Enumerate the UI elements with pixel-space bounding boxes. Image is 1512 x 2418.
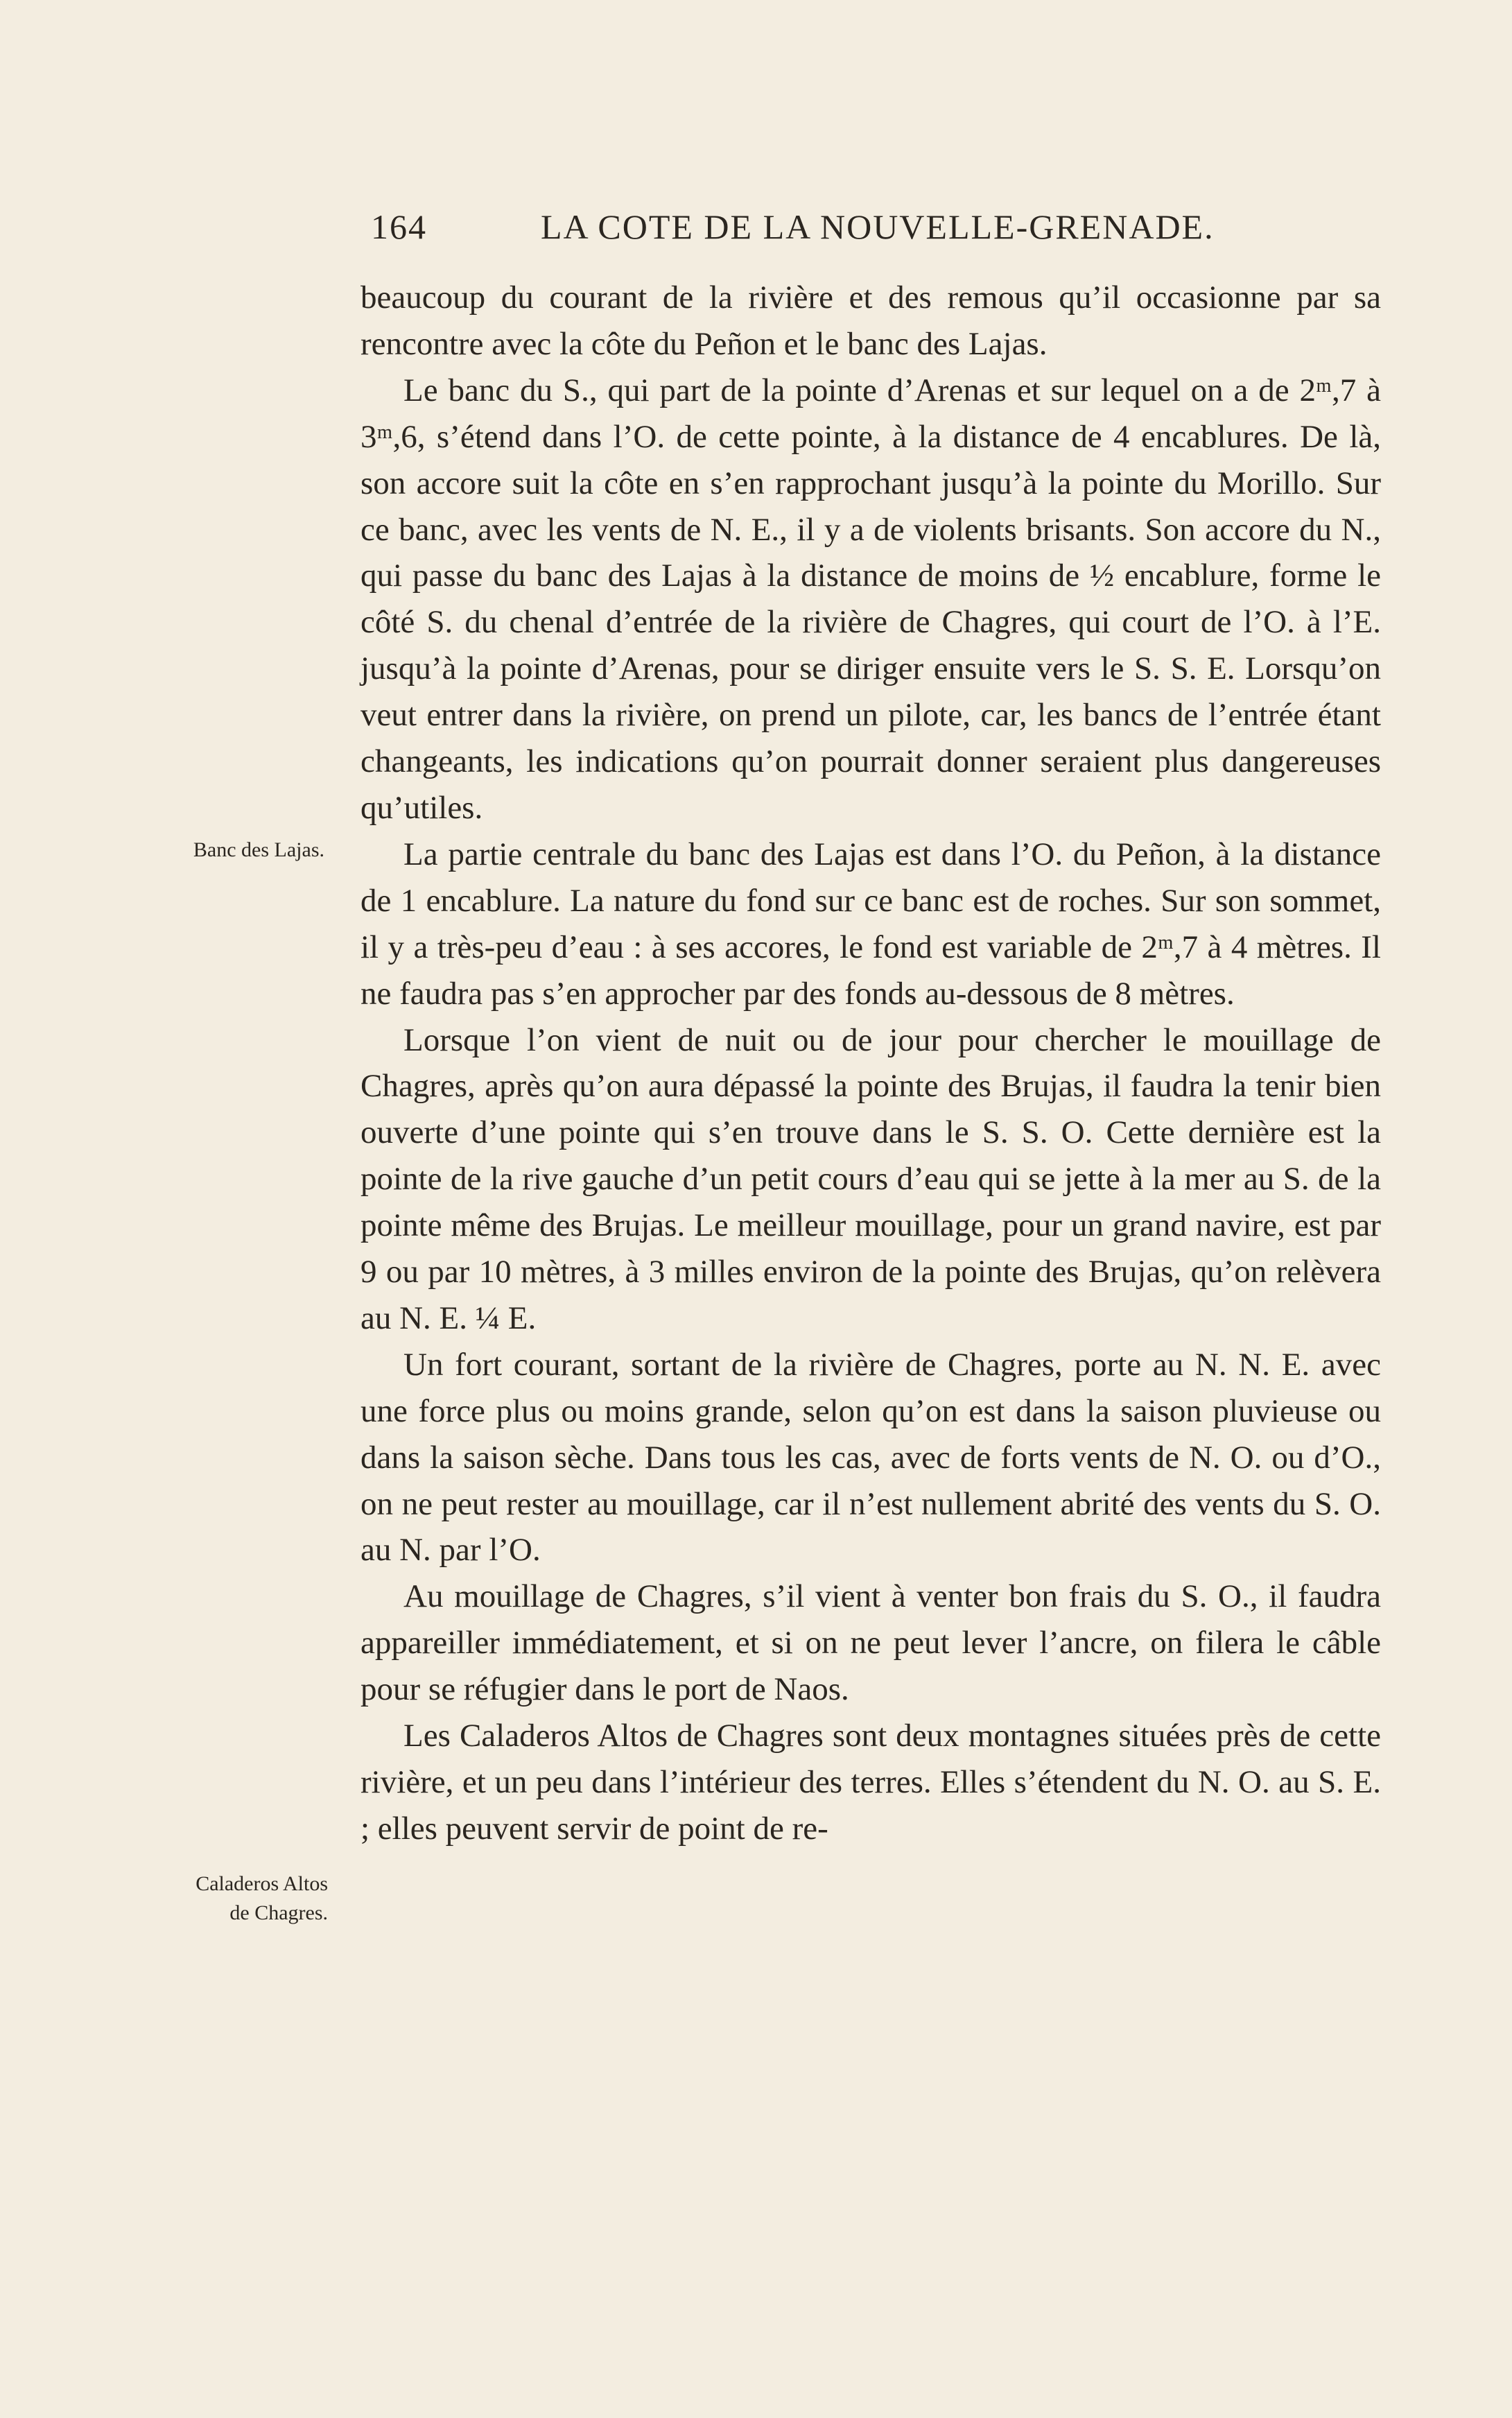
- margin-note-banc-des-lajas: Banc des Lajas.: [193, 838, 324, 861]
- paragraph-appareiller: Au mouillage de Chagres, s’il vient à venter bon frais du S. O., il faudra appareiller immédiatement, et si on ne peut lever l’ancre, on filera le câble pour se réfugier dans le port de Naos.: [360, 1578, 1381, 1708]
- margin-note-caladeros-line1: Caladeros Altos: [195, 1872, 328, 1895]
- running-title: LA COTE DE LA NOUVELLE-GRENADE.: [541, 207, 1215, 246]
- paragraph-courant: Un fort courant, sortant de la rivière de Chagres, porte au N. N. E. avec une force plus ou moins grande, selon qu’on est dans la saison pluvieuse ou dans la saison sèche. Dans tous les cas, avec de forts vents de N. O. ou d’O., on ne peut rester au mouillage, car il n’est nullement abrité des vents du S. O. au N. par l’O.: [360, 1346, 1381, 1569]
- page-header: [371, 207, 1237, 255]
- margin-note-caladeros-line2: de Chagres.: [229, 1901, 328, 1924]
- paragraph-banc-du-sud: Le banc du S., qui part de la pointe d’Arenas et sur lequel on a de 2ᵐ,7 à 3ᵐ,6, s’étend dans l’O. de cette pointe, à la distance de 4 encablures. De là, son accore suit la côte en s’en rapprochant jusqu’à la pointe du Morillo. Sur ce banc, avec les vents de N. E., il y a de violents brisants. Son accore du N., qui passe du banc des Lajas à la distance de moins de ½ encablure, forme le côté S. du chenal d’entrée de la rivière de Chagres, qui court de l’O. à l’E. jusqu’à la pointe d’Arenas, pour se diriger ensuite vers le S. S. E. Lorsqu’on veut entrer dans la rivière, on prend un pilote, car, les bancs de l’entrée étant changeants, les indications qu’on pourrait donner seraient plus dangereuses qu’utiles.: [360, 372, 1381, 826]
- paragraph-mouillage-approche: Lorsque l’on vient de nuit ou de jour pour chercher le mouillage de Chagres, après qu’on aura dépassé la pointe des Brujas, il faudra la tenir bien ouverte d’une pointe qui s’en trouve dans le S. S. O. Cette dernière est la pointe de la rive gauche d’un petit cours d’eau qui se jette à la mer au S. de la pointe même des Brujas. Le meilleur mouillage, pour un grand navire, est par 9 ou par 10 mètres, à 3 milles environ de la pointe des Brujas, qu’on relèvera au N. E. ¼ E.: [360, 1021, 1381, 1336]
- body-text: [360, 275, 1381, 1852]
- paragraph-caladeros: Les Caladeros Altos de Chagres sont deux montagnes situées près de cette rivière, et un peu dans l’intérieur des terres. Elles s’étendent du N. O. au S. E. ; elles peuvent servir de point de re-: [360, 1718, 1381, 1847]
- page-number: 164: [371, 207, 427, 246]
- margin-note-caladeros: [132, 1869, 328, 1928]
- paragraph-continuation: beaucoup du courant de la rivière et des remous qu’il occasionne par sa rencontre avec la côte du Peñon et le banc des Lajas.: [360, 279, 1381, 362]
- show-through-shadow: [1428, 569, 1491, 777]
- paragraph-banc-des-lajas: La partie centrale du banc des Lajas est dans l’O. du Peñon, à la distance de 1 encablure. La nature du fond sur ce banc est de roches. Sur son sommet, il y a très-peu d’eau : à ses accores, le fond est variable de 2ᵐ,7 à 4 mètres. Il ne faudra pas s’en approcher par des fonds au-dessous de 8 mètres.: [360, 836, 1381, 1012]
